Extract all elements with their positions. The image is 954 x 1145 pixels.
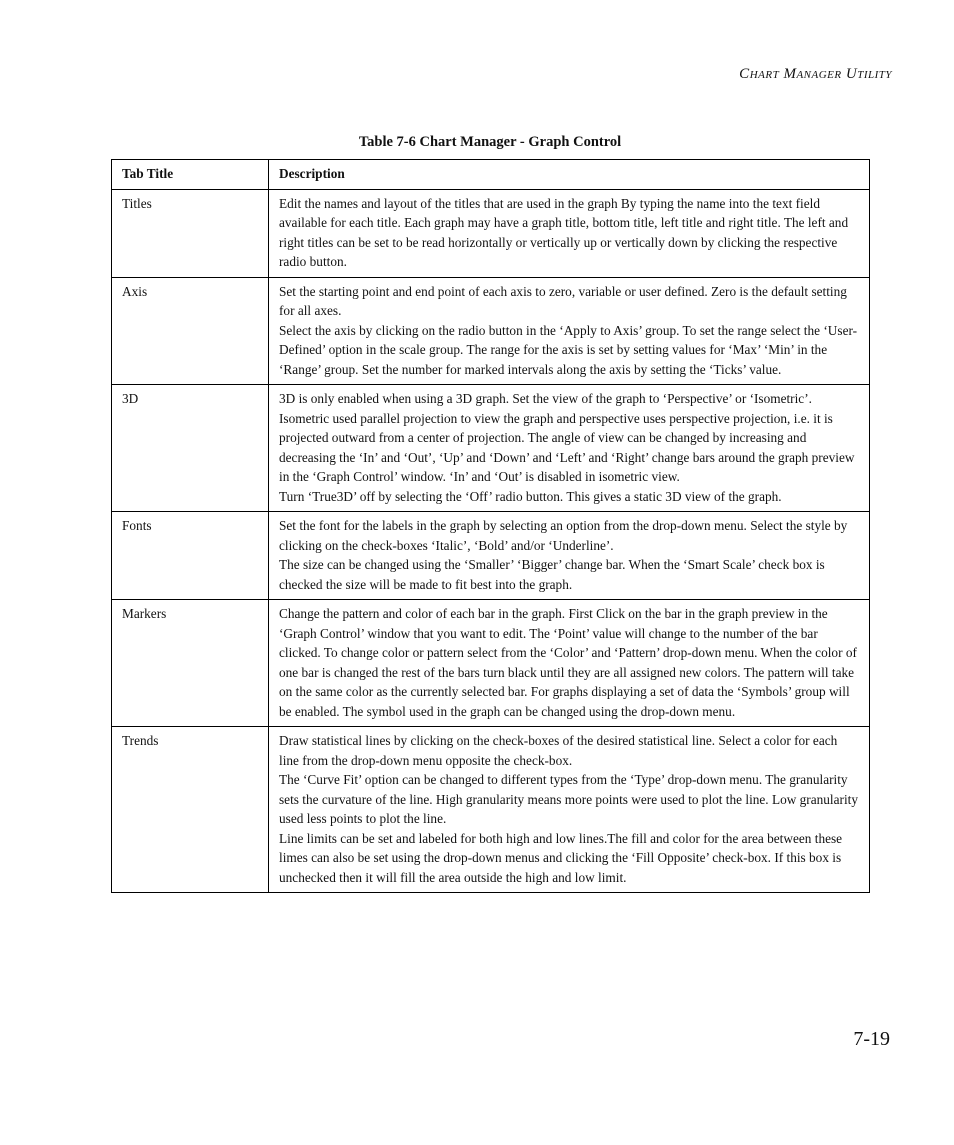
page-number: 7-19: [853, 1028, 890, 1050]
tab-title-cell: Fonts: [112, 512, 269, 600]
description-paragraph: Select the axis by clicking on the radio button in the ‘Apply to Axis’ group. To set the range select the ‘User-Defined’ option in the scale group. The range for the axis is set by setting values for ‘Max’ ‘Min’ in the ‘Range’ group. Set the number for marked intervals along the axis by setting the ‘Ticks’ value.: [279, 322, 858, 377]
description-cell: [269, 385, 870, 512]
tab-title-cell: Markers: [112, 600, 269, 727]
description-cell: [269, 600, 870, 727]
table-row: [112, 189, 870, 277]
description-paragraph: The ‘Curve Fit’ option can be changed to different types from the ‘Type’ drop-down menu. The granularity sets the curvature of the line. High granularity means more points were used to plot the line. Low granularity used less points to plot the line.: [279, 772, 858, 826]
description-paragraph: Turn ‘True3D’ off by selecting the ‘Off’ radio button. This gives a static 3D view of the graph.: [279, 488, 782, 504]
graph-control-table: [111, 159, 870, 893]
description-paragraph: Set the starting point and end point of each axis to zero, variable or user defined. Zero is the default setting for all axes.: [279, 283, 847, 318]
description-cell: [269, 189, 870, 277]
running-head-word: CHART: [739, 66, 780, 82]
description-paragraph: Draw statistical lines by clicking on the check-boxes of the desired statistical line. Select a color for each line from the drop-down menu opposite the check-box.: [279, 733, 838, 768]
tab-title-cell: Trends: [112, 727, 269, 893]
description-cell: [269, 512, 870, 600]
running-head: [739, 66, 892, 83]
table-caption: Table 7-6 Chart Manager - Graph Control: [358, 134, 622, 150]
description-paragraph: The size can be changed using the ‘Smaller’ ‘Bigger’ change bar. When the ‘Smart Scale’ check box is checked the size will be made to fit best into the graph.: [279, 557, 825, 592]
table-header-row: [112, 160, 870, 190]
description-paragraph: Change the pattern and color of each bar in the graph. First Click on the bar in the graph preview in the ‘Graph Control’ window that you want to edit. The ‘Point’ value will change to the number of the bar clicked. To change color or pattern select from the ‘Color’ and ‘Pattern’ drop-down menu. When the color of one bar is changed the rest of the bars turn black until they are all assigned new colors. The pattern will take on the same color as the currently selected bar. For graphs displaying a set of data the ‘Symbols’ group will be enabled. The symbol used in the graph can be changed using the drop-down menu.: [279, 606, 857, 719]
description-cell: [269, 277, 870, 385]
tab-title-cell: Titles: [112, 189, 269, 277]
table-row: [112, 727, 870, 893]
description-cell: [269, 727, 870, 893]
table-row: [112, 277, 870, 385]
tab-title-cell: 3D: [112, 385, 269, 512]
running-head-word: MANAGER: [783, 66, 842, 82]
description-paragraph: Line limits can be set and labeled for both high and low lines.The fill and color for the area between these limes can also be set using the drop-down menus and clicking the ‘Fill Opposite’ check-box. If this box is unchecked then it will fill the area outside the high and low limit.: [279, 830, 843, 885]
column-header-tab-title: Tab Title: [112, 160, 269, 190]
column-header-description: Description: [269, 160, 870, 190]
description-paragraph: Set the font for the labels in the graph by selecting an option from the drop-down menu. Select the style by clicking on the check-boxes ‘Italic’, ‘Bold’ and/or ‘Underline’.: [279, 518, 848, 553]
tab-title-cell: Axis: [112, 277, 269, 385]
description-paragraph: 3D is only enabled when using a 3D graph. Set the view of the graph to ‘Perspective’ or ‘Isometric’. Isometric used parallel projection to view the graph and perspective uses perspective projection, i.e. it is projected outward from a center of projection. The angle of view can be changed by increasing and decreasing the ‘In’ and ‘Out’, ‘Up’ and ‘Down’ and ‘Left’ and ‘Right’ change bars around the graph preview in the ‘Graph Control’ window. ‘In’ and ‘Out’ is disabled in isometric view.: [279, 391, 855, 484]
table-row: [112, 600, 870, 727]
description-paragraph: Edit the names and layout of the titles that are used in the graph By typing the name into the text field available for each title. Each graph may have a graph title, bottom title, left title and right title. The left and right titles can be set to be read horizontally or vertically up or vertically down by clicking the respective radio button.: [279, 195, 849, 269]
table-row: [112, 385, 870, 512]
running-head-word: UTILITY: [845, 66, 892, 82]
table-row: [112, 512, 870, 600]
table-body: [112, 189, 870, 893]
